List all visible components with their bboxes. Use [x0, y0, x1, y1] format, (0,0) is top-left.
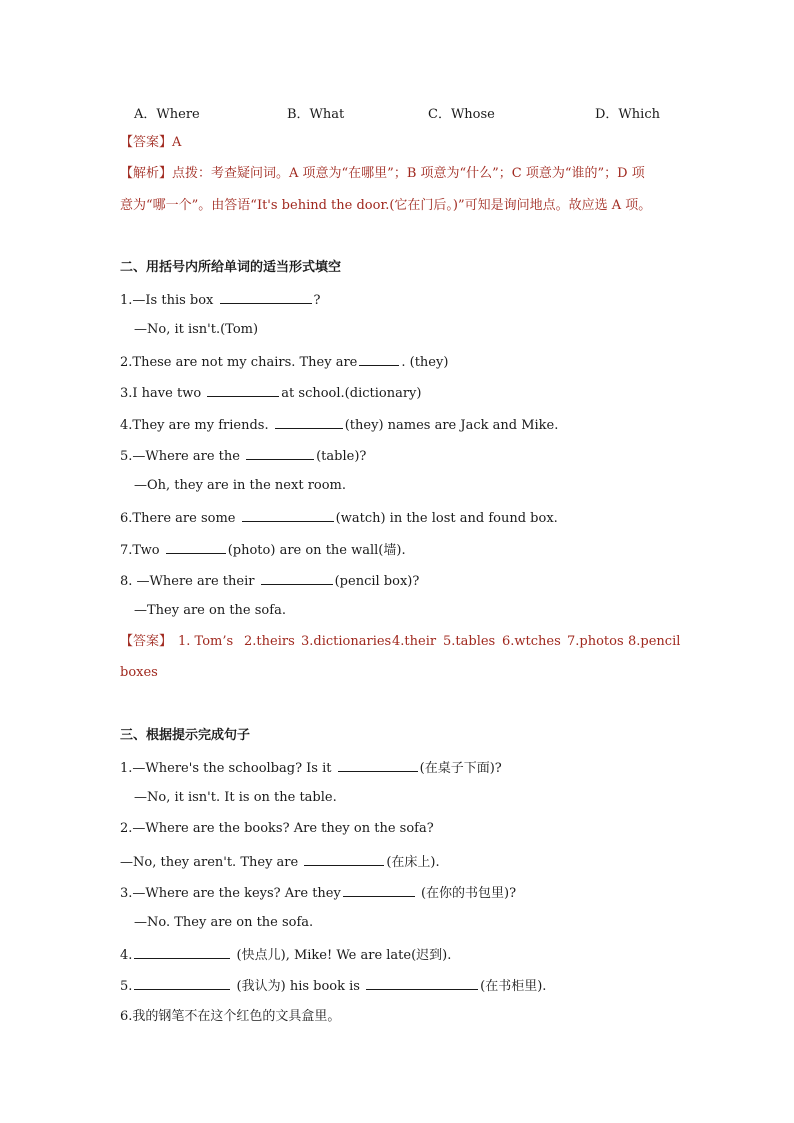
option-c: C．Whose: [428, 107, 495, 122]
answer-blank[interactable]: [359, 352, 399, 366]
s2-q8-text: 8. —Where are their: [120, 574, 255, 589]
answer-item-6: 6.wtches: [502, 634, 561, 649]
s3-q4-text: (快点儿), Mike! We are late(迟到).: [236, 948, 452, 963]
s3-question-1: [120, 758, 674, 778]
s2-question-6: [120, 508, 674, 528]
s3-q1-text: 1.—Where's the schoolbag? Is it: [120, 761, 332, 776]
section-2-title: 二、用括号内所给单词的适当形式填空: [120, 260, 342, 275]
answer-item-3: 3.dictionaries: [301, 634, 392, 649]
s2-q6-hint: (watch) in the lost and found box.: [335, 511, 558, 526]
answer-value: A: [172, 135, 182, 150]
s3-question-5: [120, 976, 674, 996]
s3-q5-hint: (在书柜里).: [480, 979, 547, 994]
s2-question-7: [120, 540, 674, 560]
s3-question-2: 2.—Where are the books? Are they on the sofa?: [120, 821, 434, 836]
s2-q3-text: 3.I have two: [120, 386, 202, 401]
s3-question-4: [120, 945, 674, 965]
analysis-text-2: 意为“哪一个”。由答语“It's behind the door.(它在门后。)”可知是询问地点。故应选 A 项。: [120, 198, 652, 213]
s2-question-4: [120, 415, 674, 435]
s2-q3-hint: at school.(dictionary): [281, 386, 422, 401]
answer-blank[interactable]: [134, 945, 230, 959]
analysis-line-1: [120, 165, 674, 183]
s2-q2-hint: . (they): [401, 355, 449, 370]
answer-blank[interactable]: [134, 976, 230, 990]
s2-q2-text: 2.These are not my chairs. They are: [120, 355, 358, 370]
s2-q1-end: ?: [313, 293, 321, 308]
answer-2-wrap: boxes: [120, 665, 158, 680]
s3-q3-text: 3.—Where are the keys? Are they: [120, 886, 341, 901]
analysis-text-1: 点拨：考查疑问词。A 项意为“在哪里”；B 项意为“什么”；C 项意为“谁的”；D 项: [172, 166, 645, 181]
s2-q5-text: 5.—Where are the: [120, 449, 240, 464]
s3-q5-num: 5.: [120, 979, 133, 994]
answer-blank[interactable]: [242, 508, 334, 522]
question-options: [0, 103, 794, 121]
s2-q8-hint: (pencil box)?: [334, 574, 420, 589]
answer-blank[interactable]: [261, 571, 333, 585]
option-d: D．Which: [595, 107, 660, 122]
s3-question-3-reply: —No. They are on the sofa.: [134, 915, 314, 930]
section-3-title: 三、根据提示完成句子: [120, 728, 251, 743]
answer-blank[interactable]: [207, 383, 279, 397]
s3-question-1-reply: —No, it isn't. It is on the table.: [134, 790, 337, 805]
s3-q4-num: 4.: [120, 948, 133, 963]
s3-q1-hint: (在桌子下面)?: [419, 761, 502, 776]
s2-q5-hint: (table)?: [316, 449, 367, 464]
answer-blank[interactable]: [166, 540, 226, 554]
answer-blank[interactable]: [304, 852, 384, 866]
s2-q7-hint: (photo) are on the wall(墙).: [227, 543, 406, 558]
s3-question-2-reply: [120, 852, 674, 872]
s3-q3-hint: (在你的书包里)?: [420, 886, 517, 901]
s2-q4-text: 4.They are my friends.: [120, 418, 269, 433]
s3-q2-hint: (在床上).: [386, 855, 440, 870]
s2-question-2: [120, 352, 674, 372]
answer-item-7: 7.photos: [567, 634, 624, 649]
answer-blank[interactable]: [338, 758, 418, 772]
s3-q5-text: (我认为) his book is: [236, 979, 360, 994]
s2-q1-text: 1.—Is this box: [120, 293, 214, 308]
answer-blank[interactable]: [275, 415, 343, 429]
s3-q2-text: —No, they aren't. They are: [120, 855, 299, 870]
option-b: B．What: [287, 107, 345, 122]
s2-question-8-reply: —They are on the sofa.: [134, 603, 286, 618]
answer-1: [120, 134, 674, 152]
s3-question-6: 6.我的钢笔不在这个红色的文具盒里。: [120, 1009, 341, 1024]
answer-blank[interactable]: [343, 883, 415, 897]
s2-question-1-reply: —No, it isn't.(Tom): [134, 322, 259, 337]
s2-q7-text: 7.Two: [120, 543, 160, 558]
answer-item-1: 1. Tom’s: [178, 634, 234, 649]
answer-tag: 【答案】: [120, 135, 173, 150]
s2-question-5-reply: —Oh, they are in the next room.: [134, 478, 347, 493]
s2-question-5: [120, 446, 674, 466]
s2-question-8: [120, 571, 674, 591]
s2-q4-hint: (they) names are Jack and Mike.: [344, 418, 559, 433]
answer-blank[interactable]: [246, 446, 314, 460]
analysis-tag: 【解析】: [120, 166, 173, 181]
answer-item-4: 4.their: [392, 634, 437, 649]
s2-q6-text: 6.There are some: [120, 511, 236, 526]
answer-blank[interactable]: [220, 290, 312, 304]
option-a: A．Where: [134, 107, 200, 122]
s2-question-1: [120, 290, 674, 310]
answer-tag: 【答案】: [120, 634, 173, 649]
answer-item-8: 8.pencil: [628, 634, 681, 649]
answer-item-5: 5.tables: [443, 634, 496, 649]
answer-blank[interactable]: [366, 976, 478, 990]
analysis-line-2: [120, 197, 674, 215]
s3-question-3: [120, 883, 674, 903]
s2-question-3: [120, 383, 674, 403]
answer-item-2: 2.theirs: [244, 634, 295, 649]
